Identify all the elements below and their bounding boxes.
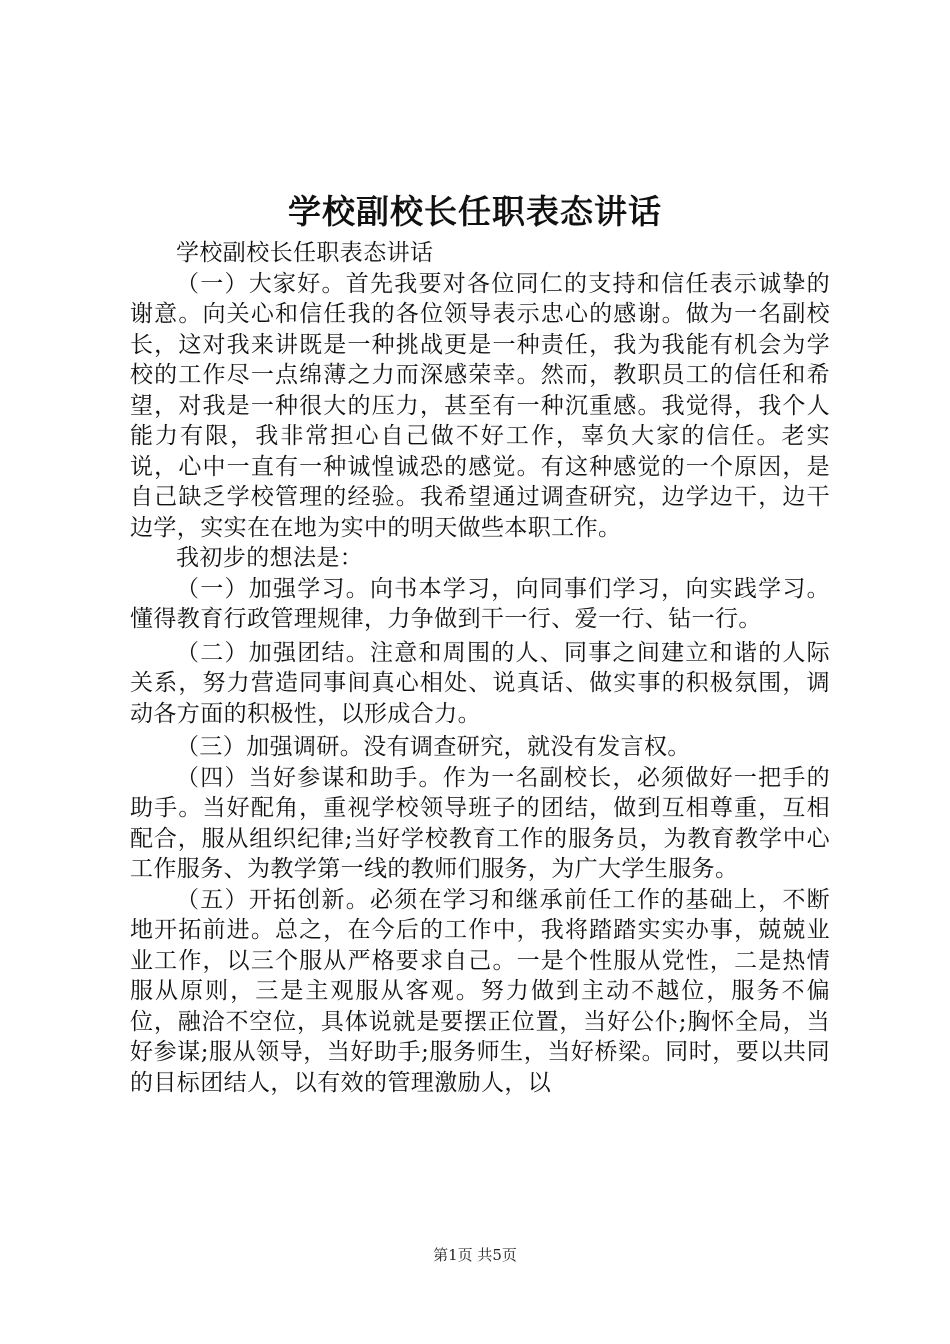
document-body: [130, 238, 830, 1098]
document-title: 学校副校长任职表态讲话: [288, 192, 662, 231]
paragraph-ideas-heading: 我初步的想法是：: [176, 545, 364, 571]
page-number-footer: 第1页 共5页: [433, 1246, 517, 1264]
paragraph-point-1: （一）加强学习。向书本学习，向同事们学习，向实践学习。懂得教育行政管理规律，力争做到干一行、爱一行、钻一行。: [130, 575, 830, 632]
paragraph-point-3: （三）加强调研。没有调查研究，就没有发言权。: [176, 734, 691, 760]
paragraph-point-5: （五）开拓创新。必须在学习和继承前任工作的基础上，不断地开拓前进。总之，在今后的工作中，我将踏踏实实办事，兢兢业业工作，以三个服从严格要求自己。一是个性服从党性，二是热情服从原则，三是主观服从客观。努力做到主动不越位，服务不偏位，融洽不空位，具体说就是要摆正位置，当好公仆;胸怀全局，当好参谋;服从领导，当好助手;服务师生，当好桥梁。同时，要以共同的目标团结人，以有效的管理激励人，以: [130, 886, 830, 1096]
paragraph-point-2: （二）加强团结。注意和周围的人、同事之间建立和谐的人际关系，努力营造同事间真心相处、说真话、做实事的积极氛围，调动各方面的积极性，以形成合力。: [130, 639, 830, 727]
paragraph-point-4: （四）当好参谋和助手。作为一名副校长，必须做好一把手的助手。当好配角，重视学校领导班子的团结，做到互相尊重，互相配合，服从组织纪律;当好学校教育工作的服务员，为教育教学中心工作服务、为教学第一线的教师们服务，为广大学生服务。: [130, 764, 830, 882]
paragraph-intro: （一）大家好。首先我要对各位同仁的支持和信任表示诚挚的谢意。向关心和信任我的各位领导表示忠心的感谢。做为一名副校长，这对我来讲既是一种挑战更是一种责任，我为我能有机会为学校的工作尽一点绵薄之力而深感荣幸。然而，教职员工的信任和希望，对我是一种很大的压力，甚至有一种沉重感。我觉得，我个人能力有限，我非常担心自己做不好工作，辜负大家的信任。老实说，心中一直有一种诚惶诚恐的感觉。有这种感觉的一个原因，是自己缺乏学校管理的经验。我希望通过调查研究，边学边干，边干边学，实实在在地为实中的明天做些本职工作。: [130, 270, 830, 541]
subtitle-paragraph: 学校副校长任职表态讲话: [176, 240, 434, 266]
